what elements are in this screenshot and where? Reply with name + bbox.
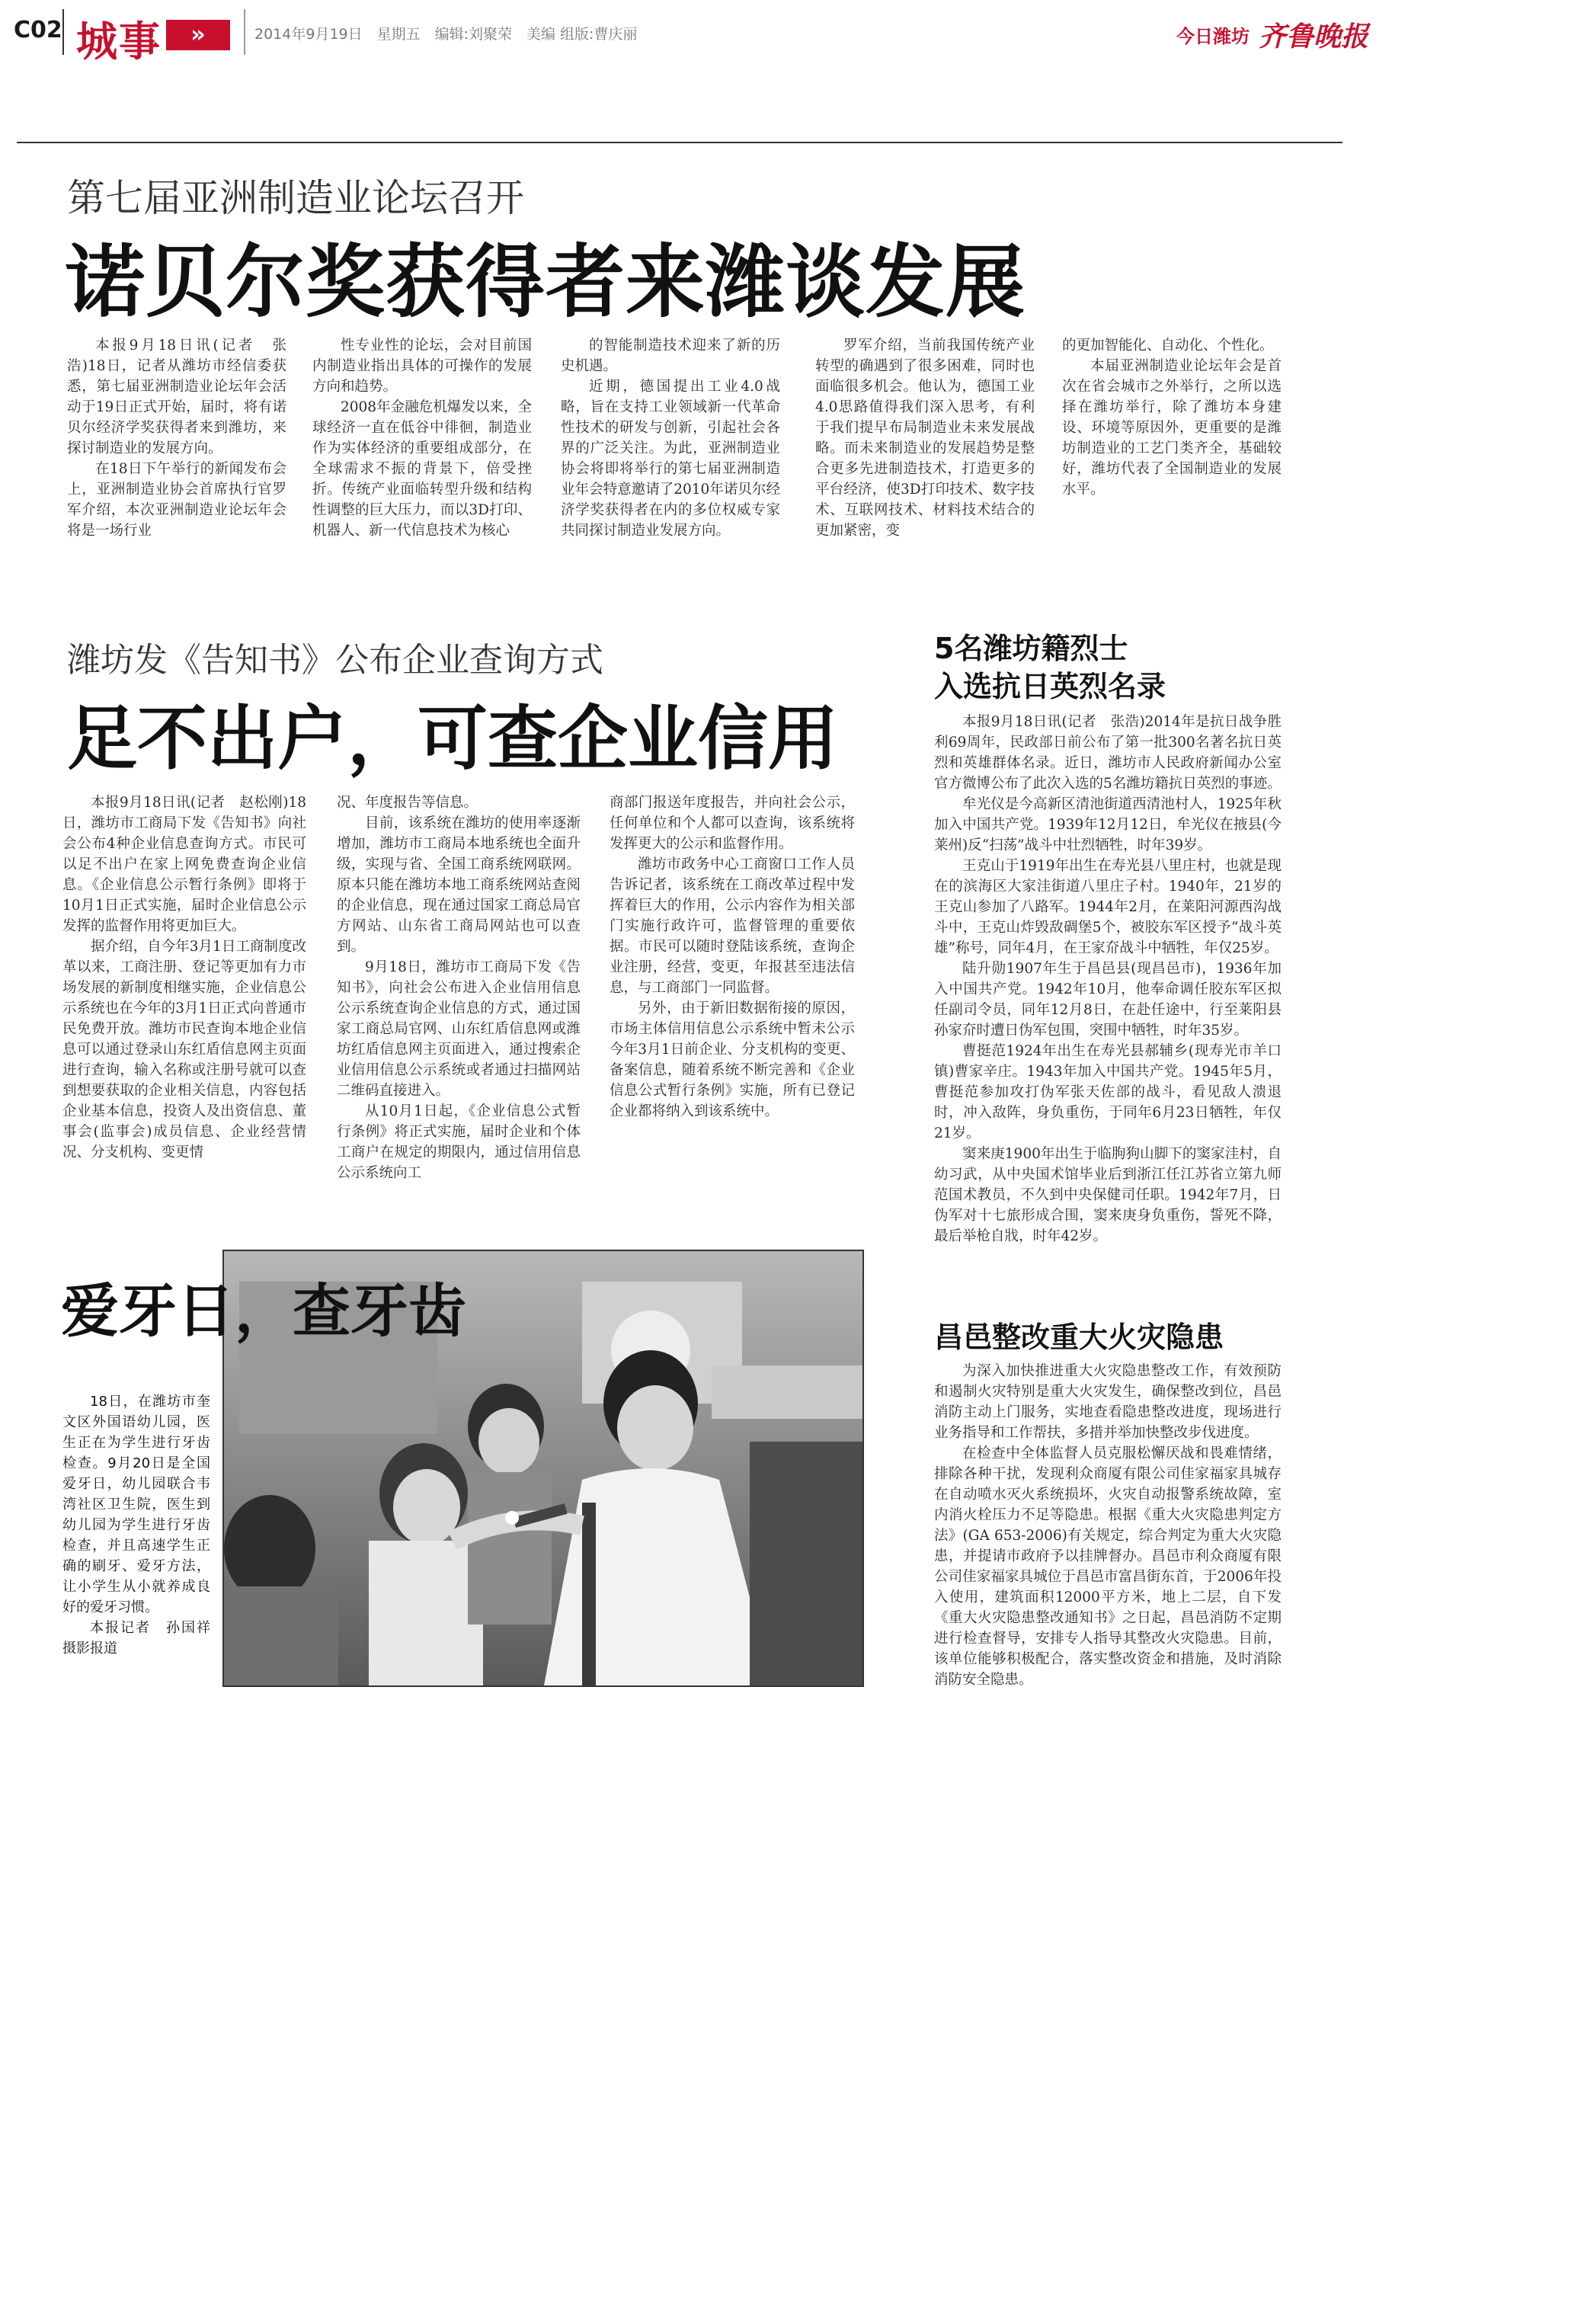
section-arrow-icon: » (166, 20, 230, 50)
page-number: C02 (14, 17, 62, 43)
article1-kicker: 第七届亚洲制造业论坛召开 (67, 176, 524, 220)
article4-body: 为深入加快推进重大火灾隐患整改工作，有效预防和遏制火灾特别是重大火灾发生，确保整改到位，昌邑消防主动上门服务，实地查看隐患整改进度，现场进行业务指导和工作帮扶，多措并举加快整改步伐进度。 在检查中全体监督人员克服松懈厌战和畏难情绪，排除各种干扰，发现利众商厦有限公司佳家福家具城存在自动喷水灭火系统损坏，火灾自动报警系统故障，室内消火栓压力不足等隐患。根据《重大火灾隐患判定方法》(GA 653-2006)有关规定，综合判定为重大火灾隐患，并提请市政府予以挂牌督办。昌邑市利众商厦有限公司佳家福家具城位于昌邑市富昌街东首，于2006年投入使用，建筑面积12000平方米，地上二层，自下发《重大火灾隐患整改通知书》之日起，昌邑消防不定期进行检查督导，安排专人指导其整改火灾隐患。目前，该单位能够积极配合，落实整改资金和措施，及时消除消防安全隐患。 (934, 1363, 1282, 1688)
article1-col2: 性专业性的论坛，会对目前国内制造业指出具体的可操作的发展方向和趋势。 2008年金融危机爆发以来，全球经济一直在低谷中徘徊，制造业作为实体经济的重要组成部分，在全球需求不振的背景下，倍受挫折。传统产业面临转型升级和结构性调整的巨大压力，而以3D打印、机器人、新一代信息技术为核心 (312, 338, 532, 539)
article3-headline-line1: 5名潍坊籍烈士 (934, 632, 1128, 665)
edition-label: 今日潍坊 (1176, 26, 1250, 47)
article2-col2: 况、年度报告等信息。 目前，该系统在潍坊的使用率逐渐增加，潍坊市工商局本地系统也全面升级，实现与省、全国工商系统网联网。原本只能在潍坊本地工商系统网站查阅的企业信息，现在通过国家工商总局官方网站、山东省工商局网站也可以查到。 9月18日，潍坊市工商局下发《告知书》，向社会公布进入企业信用信息公示系统查询企业信息的方式，通过国家工商总局官网、山东红盾信息网或潍坊红盾信息网主页面进入，通过搜索企业信用信息公示系统或者通过扫描网站二维码直接进入。 从10月1日起，《企业信息公式暂行条例》将正式实施，届时企业和个体工商户在规定的期限内，通过信用信息公示系统向工 (337, 795, 581, 1181)
masthead-divider-2 (244, 9, 245, 55)
photo-caption: 18日，在潍坊市奎文区外国语幼儿园，医生正在为学生进行牙齿检查。9月20日是全国爱牙日，幼儿园联合韦湾社区卫生院，医生到幼儿园为学生进行牙齿检查，并且高速学生正确的刷牙、爱牙方法，让小学生从小就养成良好的爱牙习惯。 本报记者 孙国祥 摄影报道 (62, 1394, 224, 1657)
article1-col4: 罗军介绍，当前我国传统产业转型的确遇到了很多困难，同时也面临很多机会。他认为，德国工业4.0思路值得我们深入思考，有利于我们提早布局制造业未来发展战略。而未来制造业的发展趋势是整合更多先进制造技术，打造更多的平台经济，使3D打印技术、数字技术、互联网技术、材料技术结合的更加紧密，变 (815, 338, 1035, 539)
article2-col3: 商部门报送年度报告，并向社会公示，任何单位和个人都可以查询，该系统将发挥更大的公示和监督作用。 潍坊市政务中心工商窗口工作人员告诉记者，该系统在工商改革过程中发挥着巨大的作用，公示内容作为相关部门实施行政许可，监督管理的重要依据。市民可以随时登陆该系统，查询企业注册，经营，变更，年报甚至违法信息，与工商部门一同监督。 另外，由于新旧数据衔接的原因，市场主体信用信息公示系统中暂未公示今年3月1日前企业、分支机构的变更、备案信息，随着系统不断完善和《企业信息公式暂行条例》实施，所有已登记企业都将纳入到该系统中。 (610, 795, 855, 1119)
photo-headline-overlay: 爱牙日，查牙齿 (61, 1277, 466, 1345)
article2-headline: 足不出户，可查企业信用 (67, 698, 839, 779)
article1-col3: 的智能制造技术迎来了新的历史机遇。 近期，德国提出工业4.0战略，旨在支持工业领域新一代革命性技术的研发与创新，引起社会各界的广泛关注。为此，亚洲制造业协会将即将举行的第七届亚洲制造业年会特意邀请了2010年诺贝尔经济学奖获得者在内的多位权威专家共同探讨制造业发展方向。 (561, 338, 780, 539)
article2-kicker: 潍坊发《告知书》公布企业查询方式 (67, 641, 603, 680)
article2-col1: 本报9月18日讯(记者 赵松刚)18日，潍坊市工商局下发《告知书》向社会公布4种企业信息查询方式。市民可以足不出户在家上网免费查询企业信息。《企业信息公示暂行条例》即将于10月1日正式实施，届时企业信息公示发挥的监督作用将更加巨大。 据介绍，自今年3月1日工商制度改革以来，工商注册、登记等更加有力市场发展的新制度相继实施，企业信息公示系统也在今年的3月1日正式向普通市民免费开放。潍坊市民查询本地企业信息可以通过登录山东红盾信息网主页面进行查询，输入名称或注册号就可以查到想要获取的企业相关信息，内容包括企业基本信息，投资人及出资信息、董事会(监事会)成员信息、企业经营情况、分支机构、变更情 (62, 795, 306, 1160)
article4-headline: 昌邑整改重大火灾隐患 (934, 1320, 1224, 1354)
paper-logo: 齐鲁晚报 (1259, 21, 1369, 53)
article3-body: 本报9月18日讯(记者 张浩)2014年是抗日战争胜利69周年，民政部日前公布了第一批300名著名抗日英烈和英雄群体名录。近日，潍坊市人民政府新闻办公室官方微博公布了此次入选的5名潍坊籍抗日英烈的事迹。 牟光仪是今高新区清池街道西清池村人，1925年秋加入中国共产党。1939年12月12日，牟光仪在掖县(今莱州)反“扫荡”战斗中壮烈牺牲，时年39岁。 王克山于1919年出生在寿光县八里庄村，也就是现在的滨海区大家洼街道八里庄子村。1940年，21岁的王克山参加了八路军。1944年2月，在莱阳河源西沟战斗中，王克山炸毁敌碉堡5个，被胶东军区授予“战斗英雄”称号，同年4月，在王家夼战斗中牺牲，年仅25岁。 陆升勋1907年生于昌邑县(现昌邑市)，1936年加入中国共产党。1942年10月，他奉命调任胶东军区拟任副司令员，同年12月8日，在赴任途中，行至莱阳县孙家夼时遭日伪军包围，突围中牺牲，时年35岁。 曹挺范1924年出生在寿光县郝辅乡(现寿光市羊口镇)曹家辛庄。1943年加入中国共产党。1945年5月，曹挺范参加攻打伪军张天佐部的战斗，看见敌人溃退时，冲入敌阵，身负重伤，于同年6月23日牺牲，年仅21岁。 窦来庚1900年出生于临朐狗山脚下的窦家洼村，自幼习武，从中央国术馆毕业后到浙江任江苏省立第九师范国术教员，不久到中央保健司任职。1942年7月，日伪军对十七旅形成合围，窦来庚身负重伤，誓死不降，最后举枪自戕，时年42岁。 (934, 714, 1282, 1244)
masthead-divider (62, 9, 64, 55)
article1-col5: 的更加智能化、自动化、个性化。 本届亚洲制造业论坛年会是首次在省会城市之外举行，之所以选择在潍坊举行，除了潍坊本身建设、环境等原因外，更重要的是潍坊制造业的工艺门类齐全，基础较好，潍坊代表了全国制造业的发展水平。 (1062, 338, 1282, 498)
article1-col1: 本报9月18日讯(记者 张浩)18日，记者从潍坊市经信委获悉，第七届亚洲制造业论坛年会活动于19日正式开始，届时，将有诺贝尔经济学奖获得者来到潍坊，来探讨制造业的发展方向。 在18日下午举行的新闻发布会上，亚洲制造业协会首席执行官罗军介绍，本次亚洲制造业论坛年会将是一场行业 (67, 338, 286, 539)
masthead-meta: 2014年9月19日 星期五 编辑:刘聚荣 美编 组版:曹庆丽 (254, 26, 638, 43)
article3-headline-line2: 入选抗日英烈名录 (934, 670, 1166, 703)
section-title: 城事 (76, 18, 162, 66)
masthead-rule (17, 142, 1342, 143)
article1-headline: 诺贝尔奖获得者来潍谈发展 (66, 235, 1026, 328)
